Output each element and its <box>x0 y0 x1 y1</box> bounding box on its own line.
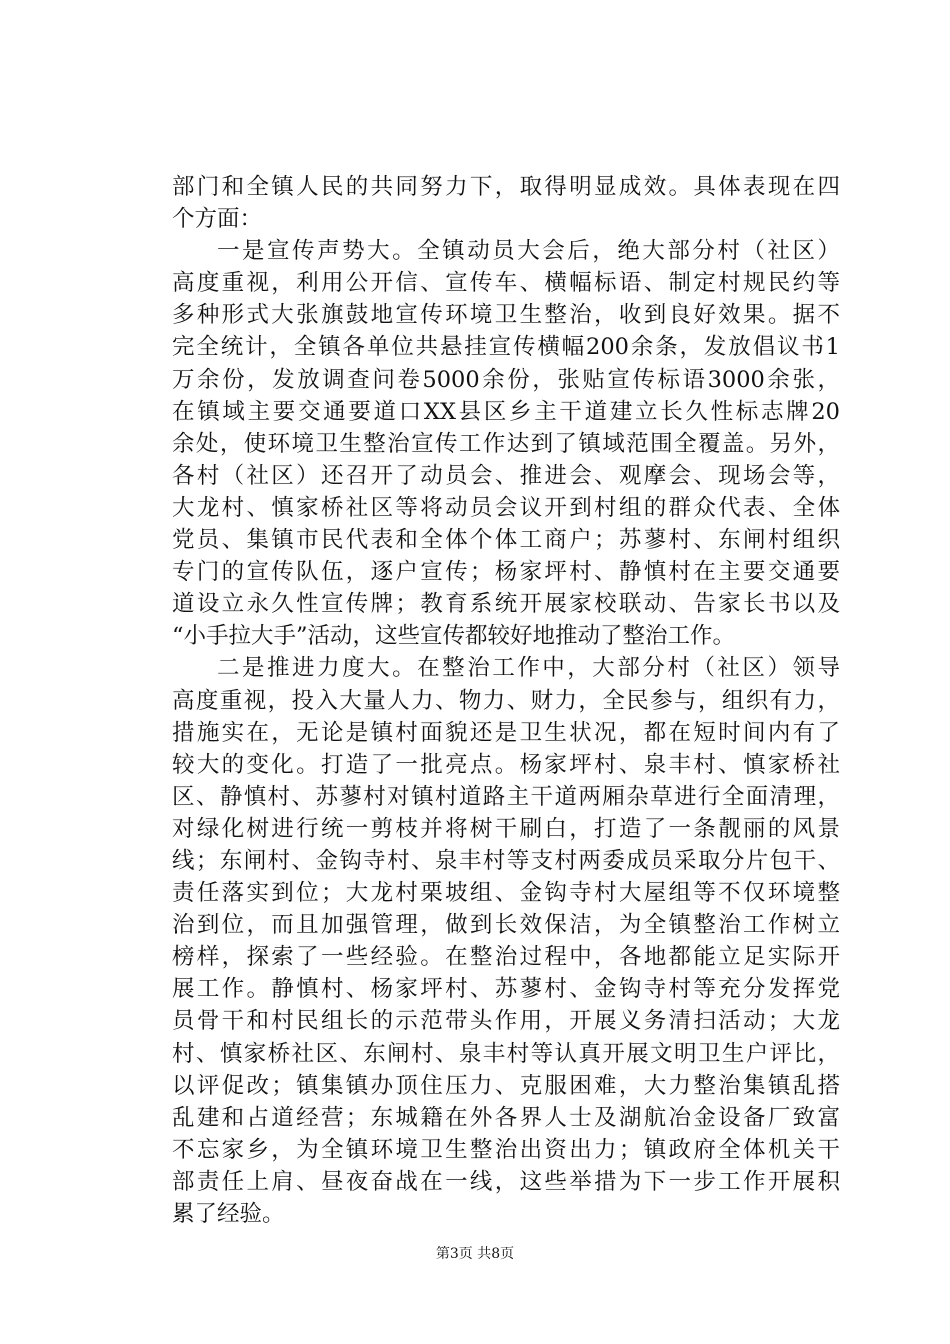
text-line: 各村（社区）还召开了动员会、推进会、观摩会、现场会等， <box>172 462 840 489</box>
text-line: 责任落实到位；大龙村栗坡组、金钩寺村大屋组等不仅环境整 <box>172 880 840 907</box>
text-line: 余处，使环境卫生整治宣传工作达到了镇域范围全覆盖。另外， <box>172 430 840 457</box>
text-line: 部责任上肩、昼夜奋战在一线，这些举措为下一步工作开展积 <box>172 1168 840 1195</box>
text-line: 榜样，探索了一些经验。在整治过程中，各地都能立足实际开 <box>172 944 840 971</box>
page-footer <box>0 1244 950 1264</box>
text-line: 完全统计，全镇各单位共悬挂宣传横幅200余条，发放倡议书1 <box>172 334 840 361</box>
text-line: 万余份，发放调查问卷5000余份，张贴宣传标语3000余张， <box>172 366 840 393</box>
text-line: 线；东闸村、金钩寺村、泉丰村等支村两委成员采取分片包干、 <box>172 847 840 874</box>
text-line: 党员、集镇市民代表和全体个体工商户；苏蓼村、东闸村组织 <box>172 527 840 554</box>
text-line: 措施实在，无论是镇村面貌还是卫生状况，都在短时间内有了 <box>172 719 840 746</box>
text-line: 村、慎家桥社区、东闸村、泉丰村等认真开展文明卫生户评比， <box>172 1040 840 1067</box>
text-line: 治到位，而且加强管理，做到长效保洁，为全镇整治工作树立 <box>172 912 840 939</box>
text-line: 个方面： <box>172 206 263 233</box>
text-line: 以评促改；镇集镇办顶住压力、克服困难，大力整治集镇乱搭 <box>172 1072 840 1099</box>
text-line: 展工作。静慎村、杨家坪村、苏蓼村、金钩寺村等充分发挥党 <box>172 976 840 1003</box>
paragraph-first-line: 二是推进力度大。在整治工作中，大部分村（社区）领导 <box>217 655 840 682</box>
text-line: 对绿化树进行统一剪枝并将树干刷白，打造了一条靓丽的风景 <box>172 815 840 842</box>
text-line: 乱建和占道经营；东城籍在外各界人士及湖航冶金设备厂致富 <box>172 1104 840 1131</box>
text-line: 多种形式大张旗鼓地宣传环境卫生整治，收到良好效果。据不 <box>172 302 840 329</box>
text-line: 专门的宣传队伍，逐户宣传；杨家坪村、静慎村在主要交通要 <box>172 559 840 586</box>
paragraph-first-line: 一是宣传声势大。全镇动员大会后，绝大部分村（社区） <box>217 238 840 265</box>
text-line: 区、静慎村、苏蓼村对镇村道路主干道两厢杂草进行全面清理， <box>172 783 840 810</box>
text-line: “小手拉大手”活动，这些宣传都较好地推动了整治工作。 <box>172 623 736 650</box>
text-line: 累了经验。 <box>172 1201 285 1227</box>
body-text <box>172 171 840 1230</box>
text-line: 高度重视，投入大量人力、物力、财力，全民参与，组织有力， <box>172 687 840 714</box>
text-line: 部门和全镇人民的共同努力下，取得明显成效。具体表现在四 <box>172 174 840 200</box>
text-line: 高度重视，利用公开信、宣传车、横幅标语、制定村规民约等 <box>172 270 840 297</box>
text-line: 道设立永久性宣传牌；教育系统开展家校联动、告家长书以及 <box>172 591 840 618</box>
text-line: 员骨干和村民组长的示范带头作用，开展义务清扫活动；大龙 <box>172 1008 840 1035</box>
text-line: 较大的变化。打造了一批亮点。杨家坪村、泉丰村、慎家桥社 <box>172 751 840 778</box>
text-line: 大龙村、慎家桥社区等将动员会议开到村组的群众代表、全体 <box>172 494 840 521</box>
text-line: 在镇域主要交通要道口XX县区乡主干道建立长久性标志牌20 <box>172 398 840 425</box>
text-line: 不忘家乡，为全镇环境卫生整治出资出力；镇政府全体机关干 <box>172 1136 840 1163</box>
page-number: 第3页 共8页 <box>435 1246 515 1262</box>
